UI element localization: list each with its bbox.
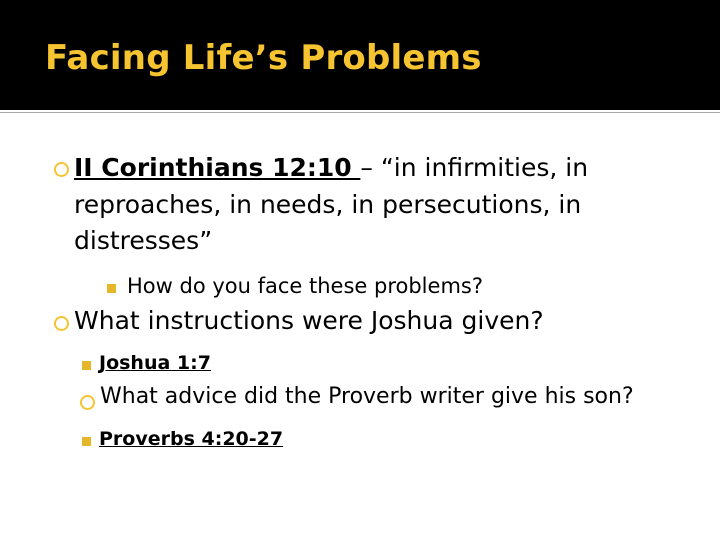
circle-ring-icon (54, 162, 69, 177)
bullet-1-line2: reproaches, in needs, in persecutions, in (74, 190, 582, 219)
title-bar (0, 0, 720, 110)
sub-bullet-1: How do you face these problems? (127, 274, 483, 298)
square-icon (82, 437, 91, 446)
sub-bullet-2: Joshua 1:7 (99, 352, 211, 374)
scripture-ref: II Corinthians 12:10 (74, 153, 361, 182)
bullet-1-line3: distresses” (74, 226, 213, 255)
square-icon (107, 284, 116, 293)
bullet-2: What instructions were Joshua given? (74, 306, 544, 335)
circle-ring-icon (54, 316, 69, 331)
title-divider (0, 112, 720, 113)
bullet-1 (74, 151, 588, 184)
sub-bullet-3: Proverbs 4:20-27 (99, 428, 284, 450)
slide-title: Facing Life’s Problems (45, 38, 482, 78)
bullet-3: What advice did the Proverb writer give his son? (100, 384, 634, 409)
bullet-1-text-line1: – “in infirmities, in (360, 153, 589, 182)
circle-ring-icon (80, 395, 95, 410)
square-icon (82, 361, 91, 370)
